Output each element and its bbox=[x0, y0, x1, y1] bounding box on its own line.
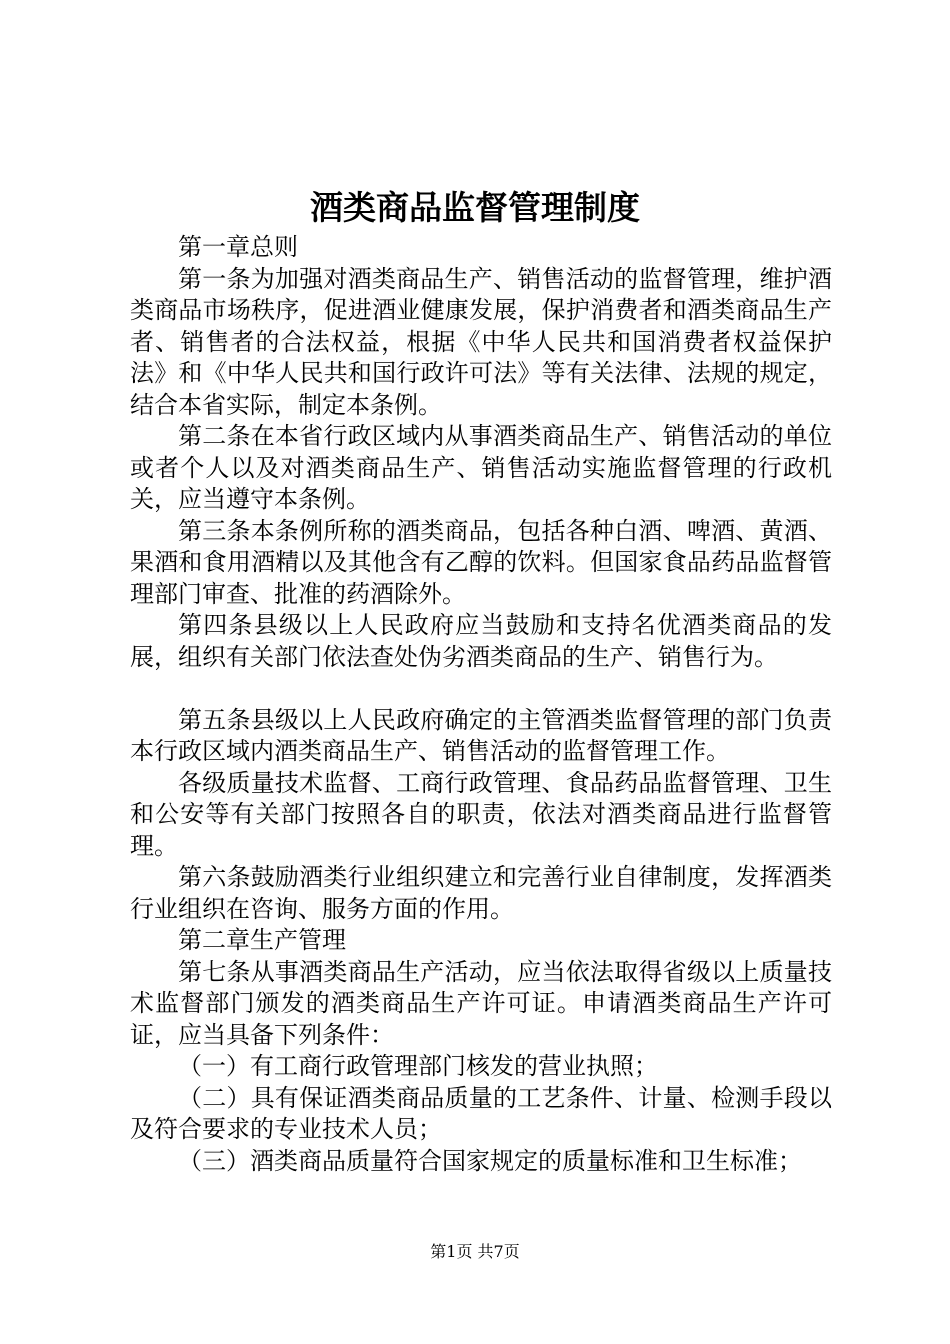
page-footer: 第1页 共7页 bbox=[430, 1242, 520, 1261]
chapter-heading: 第二章生产管理 bbox=[178, 926, 346, 954]
article-paragraph: 第六条鼓励酒类行业组织建立和完善行业自律制度，发挥酒类行业组织在咨询、服务方面的作用。 bbox=[130, 863, 832, 923]
article-paragraph: 第二条在本省行政区域内从事酒类商品生产、销售活动的单位或者个人以及对酒类商品生产、销售活动实施监督管理的行政机关，应当遵守本条例。 bbox=[130, 422, 832, 513]
article-paragraph: 第四条县级以上人民政府应当鼓励和支持名优酒类商品的发展，组织有关部门依法查处伪劣酒类商品的生产、销售行为。 bbox=[130, 611, 832, 671]
article-paragraph: 第一条为加强对酒类商品生产、销售活动的监督管理，维护酒类商品市场秩序，促进酒业健康发展，保护消费者和酒类商品生产者、销售者的合法权益，根据《中华人民共和国消费者权益保护法》和《中华人民共和国行政许可法》等有关法律、法规的规定，结合本省实际，制定本条例。 bbox=[130, 264, 832, 419]
document-body bbox=[130, 232, 832, 1177]
list-item: （一）有工商行政管理部门核发的营业执照； bbox=[178, 1052, 658, 1080]
article-paragraph: 第七条从事酒类商品生产活动，应当依法取得省级以上质量技术监督部门颁发的酒类商品生产许可证。申请酒类商品生产许可证，应当具备下列条件： bbox=[130, 957, 832, 1049]
article-paragraph: 第五条县级以上人民政府确定的主管酒类监督管理的部门负责本行政区域内酒类商品生产、销售活动的监督管理工作。 bbox=[130, 705, 832, 765]
article-paragraph: 各级质量技术监督、工商行政管理、食品药品监督管理、卫生和公安等有关部门按照各自的职责，依法对酒类商品进行监督管理。 bbox=[130, 768, 832, 860]
document-title: 酒类商品监督管理制度 bbox=[310, 188, 640, 227]
chapter-heading: 第一章总则 bbox=[178, 233, 298, 261]
blank-line bbox=[130, 673, 832, 705]
article-paragraph: 第三条本条例所称的酒类商品，包括各种白酒、啤酒、黄酒、果酒和食用酒精以及其他含有乙醇的饮料。但国家食品药品监督管理部门审查、批准的药酒除外。 bbox=[130, 516, 832, 608]
list-item: （二）具有保证酒类商品质量的工艺条件、计量、检测手段以及符合要求的专业技术人员； bbox=[130, 1083, 832, 1143]
list-item: （三）酒类商品质量符合国家规定的质量标准和卫生标准； bbox=[178, 1146, 802, 1175]
